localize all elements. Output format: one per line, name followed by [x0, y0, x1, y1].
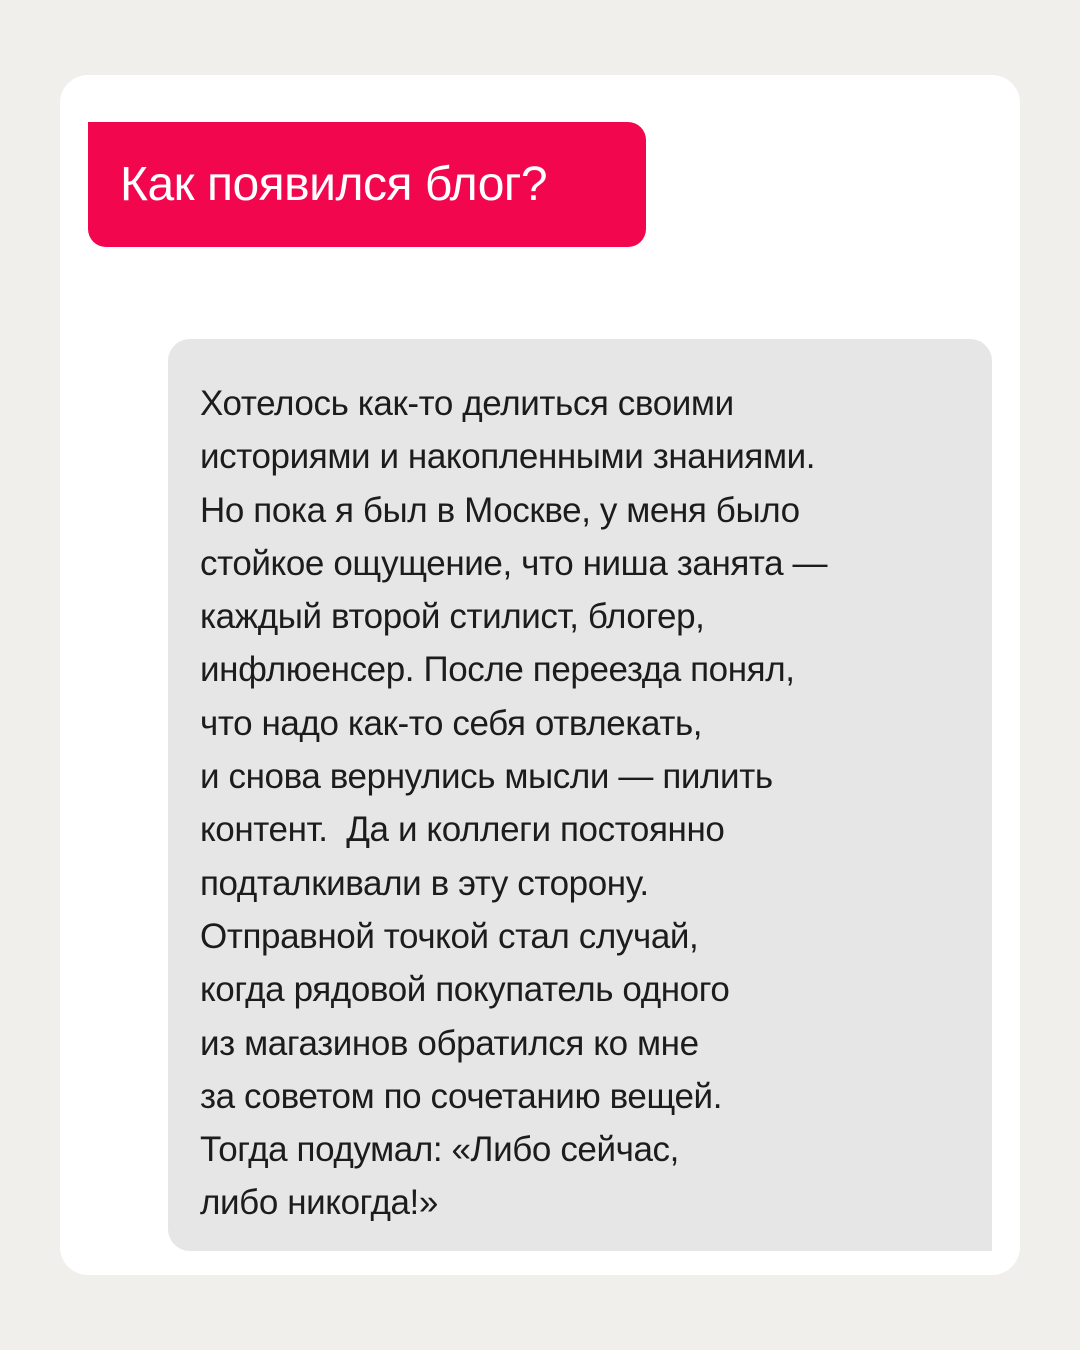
- answer-line: из магазинов обратился ко мне: [200, 1023, 699, 1063]
- answer-line: Хотелось как-то делиться своими: [200, 384, 734, 423]
- answer-line: за советом по сочетанию вещей.: [200, 1076, 723, 1116]
- answer-line: подталкивали в эту сторону.: [200, 863, 649, 903]
- question-text: Как появился блог?: [120, 157, 548, 211]
- answer-line: что надо как-то себя отвлекать,: [200, 703, 703, 743]
- answer-line: стойкое ощущение, что ниша занята —: [200, 543, 828, 583]
- answer-line: Но пока я был в Москве, у меня было: [200, 490, 800, 530]
- answer-bubble: [168, 339, 992, 1251]
- answer-line: контент. Да и коллеги постоянно: [200, 810, 725, 850]
- answer-line: либо никогда!»: [200, 1183, 438, 1223]
- answer-line: инфлюенсер. После переезда понял,: [200, 650, 795, 690]
- answer-line: историями и накопленными знаниями.: [200, 437, 816, 477]
- question-bubble: [88, 122, 646, 247]
- answer-line: Тогда подумал: «Либо сейчас,: [200, 1130, 679, 1170]
- answer-line: Отправной точкой стал случай,: [200, 916, 699, 956]
- answer-line: когда рядовой покупатель одного: [200, 970, 730, 1010]
- answer-line: и снова вернулись мысли — пилить: [200, 757, 773, 797]
- answer-line: каждый второй стилист, блогер,: [200, 597, 705, 637]
